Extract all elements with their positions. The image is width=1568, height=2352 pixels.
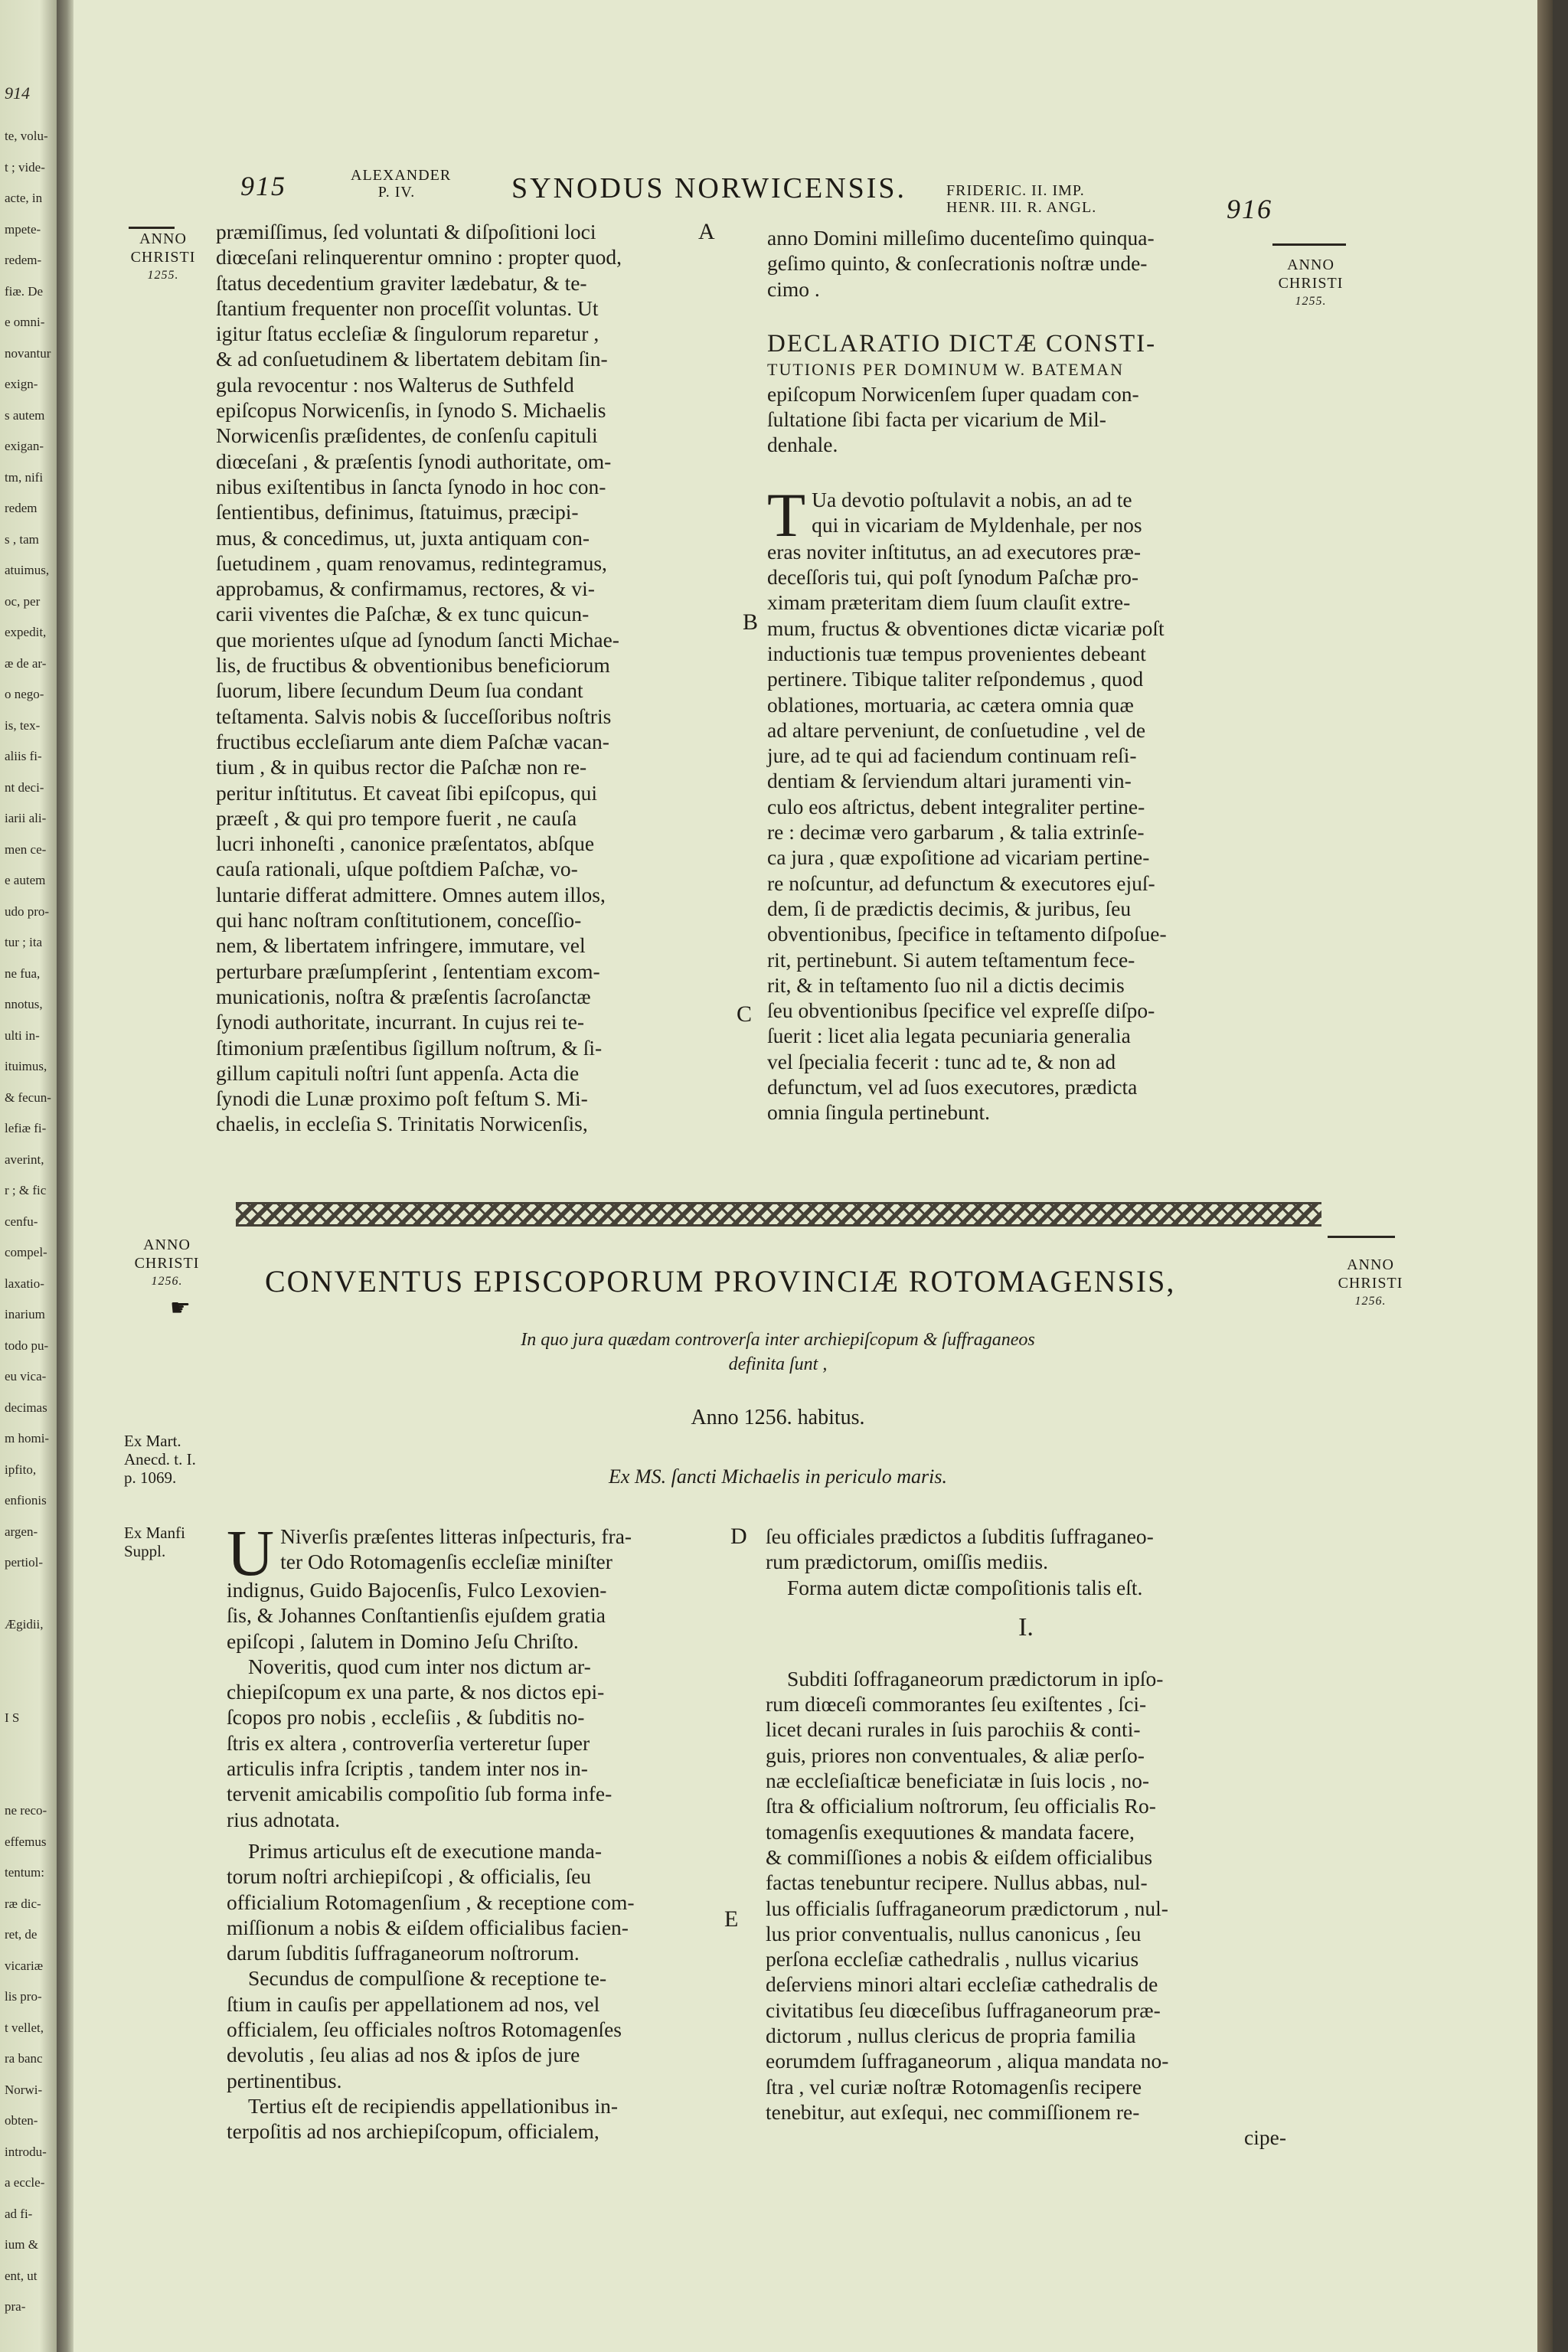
previous-page-line: fiæ. De	[5, 283, 44, 299]
previous-page-line: tentum:	[5, 1865, 44, 1880]
text-line: ſtatus decedentium graviter lædebatur, & te-	[216, 270, 587, 295]
top-right-column	[767, 225, 1288, 1125]
text-line: defunctum, vel ad ſuos executores, prædicta	[767, 1075, 1138, 1099]
text-line: ſynodi authoritate, incurrant. In cujus rei te-	[216, 1010, 585, 1034]
text-line: ſentientibus, definimus, ſtatuimus, præcipi-	[216, 500, 579, 524]
text-line: ſtimonium præſentibus ſigillum noſtrum, & ſi-	[216, 1035, 603, 1060]
previous-page-line: men ce-	[5, 841, 47, 857]
previous-page-line: ituimus,	[5, 1059, 47, 1073]
text-line: næ eccleſiaſticæ beneficiatæ in ſuis locis , no-	[766, 1769, 1149, 1793]
drop-cap: U	[227, 1516, 275, 1589]
ornament-band	[236, 1202, 1321, 1227]
previous-page-line: s autem	[5, 407, 45, 423]
text-line: chiepiſcopum ex una parte, & nos dictos epi-	[227, 1680, 605, 1704]
previous-page-line: exign-	[5, 377, 38, 391]
text-line: miſſionum a nobis & eiſdem officialibus facien-	[227, 1915, 629, 1939]
previous-page-line: ne fua,	[5, 965, 41, 981]
previous-page-line: o nego-	[5, 687, 44, 701]
text-line: ſcopos pro nobis , eccleſiis , & ſubditis no-	[227, 1705, 585, 1730]
text-line: eorumdem ſuffraganeorum , aliqua mandata no-	[766, 2049, 1169, 2073]
previous-page-line: pra-	[5, 2299, 26, 2314]
previous-page-line: t vellet,	[5, 2020, 44, 2035]
section-letter-e: E	[724, 1906, 739, 1932]
text-line: dictorum , nullus clericus de propria familia	[766, 2024, 1136, 2048]
text-line: ca jura , quæ expoſitione ad vicariam pertine-	[767, 845, 1150, 870]
text-line: inductionis tuæ tempus provenientes debeant	[767, 641, 1146, 665]
text-line: ſtra & officialium noſtrorum, ſeu officialis Ro-	[766, 1794, 1156, 1818]
text-line: ſis, & Johannes Conſtantienſis ejuſdem gratia	[227, 1603, 606, 1628]
section-letter-b: B	[743, 609, 759, 635]
text-line: mum, fructus & obventiones dictæ vicariæ poſt	[767, 616, 1165, 640]
text-line: luntarie differat admittere. Omnes autem illos,	[216, 882, 606, 906]
previous-page-line: ent, ut	[5, 2268, 38, 2283]
top-left-column	[216, 219, 737, 1137]
previous-page-line: ium &	[5, 2237, 38, 2252]
text-line: præeſt , & qui pro tempore fuerit , ne cauſa	[216, 805, 577, 830]
previous-page-line: iarii ali-	[5, 811, 47, 825]
text-line: qui hanc noſtram conſtitutionem, conceſſio-	[216, 908, 582, 933]
text-line: epiſcopi , ſalutem in Domino Jeſu Chriſto.	[227, 1628, 579, 1653]
text-line: dentiam & ſerviendum altari juramenti vin-	[767, 769, 1132, 793]
previous-page-line: ræ dic-	[5, 1896, 41, 1911]
previous-page-line: pertiol-	[5, 1555, 44, 1570]
declaratio-body: T Ua devotio poſtulavit a nobis, an ad te qui in vicariam de Myldenhale, per nos eras noviter inſtitutus, an ad executores præ- deceſſoris tui, qui poſt ſynodum Paſchæ pro- ximam præteritam diem ſuum clauſit extre- mum, fructus & obventiones dictæ vicariæ poſt inductionis tuæ tempus provenientes debeant pertinere. Tibique taliter reſpondemus , quod oblationes, mortuaria, ac cætera omnia quæ ad altare perveniunt, de conſuetudine , vel de jure, ad te qui ad faciendum continuam reſi- dentiam & ſerviendum altari juramenti vin- culo eos aſtrictus, debent integraliter pertine- re : decimæ vero garbarum , & talia extrinſe- ca jura , quæ expoſitione ad vicariam pertine- re noſcuntur, ad defunctum & executores ejuſ- dem, ſi de prædictis decimis, & juribus, ſeu obventionibus, ſpecifice in teſtamento diſpoſue- rit, pertinebunt. Si autem teſtamentum fece- rit, & in teſtamento ſuo nil a dictis decimis ſeu obventionibus ſpecifice vel expreſſe diſpo- ſuerit : licet alia legata pecuniaria generalia vel ſpecialia fecerit : tunc ad te, & non ad defunctum, vel ad ſuos executores, prædicta omnia ſingula pertinebunt.	[767, 487, 1288, 1125]
text-line: Primus articulus eſt de executione manda-	[248, 1838, 603, 1863]
previous-page-line: s , tam	[5, 531, 39, 547]
text-line: ad altare perveniunt, de conſuetudine , vel de	[767, 717, 1146, 742]
previous-page-line: novantur	[5, 345, 51, 361]
text-line: igitur ſtatus eccleſiæ & ſingulorum reparetur ,	[216, 322, 599, 346]
previous-page-line: udo pro-	[5, 903, 50, 919]
text-line: & ad conſuetudinem & libertatem debitam ſin-	[216, 347, 608, 371]
previous-page-line: effemus	[5, 1834, 47, 1849]
declaratio-heading: DECLARATIO DICTÆ CONSTI- TUTIONIS PER DOMINUM W. BATEMAN epiſcopum Norwicenſem ſuper quadam con- ſultatione ſibi facta per vicarium de Mil- denhale.	[767, 329, 1288, 458]
text-line: dem, ſi de prædictis decimis, & juribus, ſeu	[767, 896, 1132, 920]
left-page-number: 915	[240, 171, 286, 201]
text-line: eras noviter inſtitutus, an ad executores præ-	[767, 539, 1141, 564]
section-title: CONVENTUS EPISCOPORUM PROVINCIÆ ROTOMAGENSIS,	[265, 1264, 1176, 1298]
right-page-number: 916	[1227, 194, 1272, 224]
text-line: ſultatione ſibi facta per vicarium de Mil-	[767, 407, 1106, 432]
text-line: Secundus de compulſione & receptione te-	[248, 1966, 607, 1991]
emperor-header: FRIDERIC. II. IMP. HENR. III. R. ANGL.	[946, 182, 1097, 216]
text-line: ſtra , vel curiæ noſtræ Rotomagenſis recipere	[766, 2074, 1142, 2099]
text-line: municationis, noſtra & præſentis ſacroſanctæ	[216, 984, 591, 1008]
text-line: perturbare præſumpſerint , ſententiam excom-	[216, 959, 600, 983]
previous-page-number: 914	[5, 86, 30, 101]
book-page	[74, 0, 1553, 2352]
manuscript-source: Ex MS. ſancti Michaelis in periculo maris.	[609, 1465, 947, 1488]
previous-page-line: e autem	[5, 873, 46, 887]
text-line: officialium Rotomagenſium , & receptione com-	[227, 1890, 635, 1914]
text-line: ſuorum, libere ſecundum Deum ſua condant	[216, 678, 583, 703]
text-line: vel ſpecialia fecerit : tunc ad te, & non ad	[767, 1049, 1116, 1073]
text-line: omnia ſingula pertinebunt.	[767, 1100, 990, 1125]
previous-page-line: cenfu-	[5, 1214, 38, 1229]
previous-page-line: is, tex-	[5, 717, 41, 733]
text-line: denhale.	[767, 433, 838, 457]
text-line: culo eos aſtrictus, debent integraliter pertine-	[767, 794, 1145, 818]
pope-header: ALEXANDER P. IV.	[351, 167, 452, 201]
text-line: & commiſſiones a nobis & eiſdem officialibus	[766, 1844, 1153, 1869]
text-line: ſuerit : licet alia legata pecuniaria generalia	[767, 1024, 1131, 1048]
previous-page-line: ipfito,	[5, 1462, 37, 1477]
text-line: cimo .	[767, 276, 820, 301]
source-note-mansi: Ex Manfi Suppl.	[124, 1524, 185, 1560]
previous-page-line: enfionis	[5, 1493, 47, 1508]
text-line: rum diœceſi commorantes ſeu exiſtentes , ſci-	[766, 1692, 1147, 1717]
text-line: chaelis, in eccleſia S. Trinitatis Norwicenſis,	[216, 1112, 588, 1136]
text-line: tervenit amicabilis compoſitio ſub forma infe-	[227, 1782, 612, 1806]
page-title: SYNODUS NORWICENSIS.	[511, 172, 907, 204]
text-line: Tertius eſt de recipiendis appellationibus in-	[248, 2093, 619, 2118]
text-line: perſona eccleſiæ cathedralis , nullus vicarius	[766, 1947, 1139, 1971]
catchword: cipe-	[1244, 2125, 1286, 2150]
previous-page-line: redem	[5, 501, 38, 515]
previous-page-line: & fecun-	[5, 1089, 51, 1105]
text-line: factas tenebuntur recipere. Nullus abbas, nul-	[766, 1870, 1148, 1895]
margin-year-left-mid: ANNO CHRISTI 1256.	[134, 1236, 200, 1288]
text-line: guis, priores non conventuales, & aliæ perſo-	[766, 1743, 1145, 1767]
text-line: ſtris ex altera , controverſia verteretur ſuper	[227, 1730, 590, 1755]
text-line: indignus, Guido Bajocenſis, Fulco Lexovien-	[227, 1578, 607, 1602]
text-line: ſynodi die Lunæ proximo poſt feſtum S. Mi-	[216, 1086, 588, 1111]
text-line: civitatibus ſeu diœceſibus ſuffraganeorum præ-	[766, 1998, 1161, 2022]
text-line: nibus exiſtentibus in ſancta ſynodo in hoc con-	[216, 474, 606, 498]
previous-page-line: Ægidii,	[5, 1617, 44, 1632]
previous-page-line: lefiæ fi-	[5, 1121, 47, 1135]
text-line: rum prædictorum, omiſſis mediis.	[766, 1550, 1048, 1574]
previous-page-line: redem-	[5, 253, 42, 267]
text-line: Subditi ſoffraganeorum prædictorum in ipſo-	[787, 1666, 1164, 1690]
previous-page-line: e omni-	[5, 315, 45, 329]
previous-page-line: atuimus,	[5, 563, 50, 577]
previous-page-line: I S	[5, 1710, 20, 1725]
previous-page-line: Norwi-	[5, 2082, 43, 2097]
text-line: rit, pertinebunt. Si autem teſtamentum fece-	[767, 947, 1135, 972]
text-line: ſtantium frequenter non proceſſit voluntas. Ut	[216, 296, 599, 320]
text-line: lis, de fructibus & obventionibus beneficiorum	[216, 653, 610, 678]
text-line: ximam præteritam diem ſuum clauſit extre-	[767, 590, 1131, 615]
section-letter-d: D	[730, 1524, 747, 1549]
text-line: Norwicenſis præſidentes, de conſenſu capituli	[216, 423, 598, 448]
previous-page-line: exigan-	[5, 439, 44, 453]
previous-page-line: averint,	[5, 1152, 44, 1167]
text-line: Noveritis, quod cum inter nos dictum ar-	[248, 1654, 591, 1678]
previous-page-line: argen-	[5, 1524, 38, 1539]
previous-page-line: lis pro-	[5, 1989, 42, 2004]
book-edge	[1537, 0, 1553, 2352]
margin-year-right-mid: ANNO CHRISTI 1256.	[1338, 1256, 1403, 1308]
text-line: geſimo quinto, & conſecrationis noſtræ unde-	[767, 251, 1148, 276]
text-line: peritur inſtitutus. Et caveat ſibi epiſcopus, qui	[216, 780, 597, 805]
text-line: obventionibus, ſpecifice in teſtamento diſpoſue-	[767, 922, 1167, 946]
drop-cap: T	[767, 479, 806, 550]
text-line: ſeu obventionibus ſpecifice vel expreſſe diſpo-	[767, 998, 1155, 1023]
text-line: darum ſubditis ſuffraganeorum noſtrorum.	[227, 1941, 580, 1965]
previous-page-line: inarium	[5, 1307, 45, 1321]
text-line: approbamus, & confirmamus, rectores, & vi-	[216, 577, 595, 601]
previous-page-line: ulti in-	[5, 1027, 40, 1043]
text-line: pertinere. Tibique taliter reſpondemus , quod	[767, 667, 1144, 691]
previous-page-line: t ; vide-	[5, 159, 45, 175]
text-line: ſtium in cauſis per appellationem ad nos, vel	[227, 1991, 600, 2016]
previous-page-line: æ de ar-	[5, 655, 47, 671]
previous-page-line: ad fi-	[5, 2206, 33, 2221]
previous-page-line: mpete-	[5, 221, 41, 237]
text-line: officialem, ſeu officiales noſtros Rotomagenſes	[227, 2017, 622, 2042]
text-line: nem, & libertatem infringere, immutare, vel	[216, 933, 586, 958]
text-line: mus, & concedimus, ut, juxta antiquam con-	[216, 525, 590, 550]
previous-page-line: obten-	[5, 2113, 38, 2128]
margin-rule	[129, 227, 175, 229]
previous-page-line: nnotus,	[5, 997, 43, 1011]
text-line: teſtamenta. Salvis nobis & ſucceſſoribus noſtris	[216, 704, 612, 728]
previous-page-line: compel-	[5, 1245, 47, 1259]
previous-page-line: decimas	[5, 1400, 47, 1415]
text-line: re noſcuntur, ad defunctum & executores ejuſ-	[767, 871, 1155, 895]
previous-page-line: ret, de	[5, 1927, 38, 1942]
text-line: jure, ad te qui ad faciendum continuam reſi-	[767, 743, 1137, 768]
text-line: gillum capituli noſtri ſunt appenſa. Acta die	[216, 1060, 580, 1085]
previous-page-line: vicariæ	[5, 1958, 44, 1973]
text-line: præmiſſimus, ſed voluntati & diſpoſitioni loci	[216, 220, 596, 243]
previous-page-line: te, volu-	[5, 129, 48, 143]
previous-page-line: oc, per	[5, 593, 41, 609]
text-line: fructibus eccleſiarum ante diem Paſchæ vacan-	[216, 729, 609, 753]
text-line: carii viventes die Paſchæ, & ex tunc quicun-	[216, 602, 590, 626]
previous-page-edge	[0, 0, 57, 2352]
previous-page-line: introdu-	[5, 2144, 47, 2159]
text-line: rius adnotata.	[227, 1807, 341, 1831]
text-line: tomagenſis exequutiones & mandata facere,	[766, 1819, 1135, 1844]
article-numeral: I.	[1018, 1612, 1034, 1642]
text-line: pertinentibus.	[227, 2068, 342, 2092]
previous-page-line: acte, in	[5, 191, 43, 205]
text-line: diœceſani relinquerentur omnino : propter quod,	[216, 245, 622, 270]
text-line: deceſſoris tui, qui poſt ſynodum Paſchæ pro-	[767, 565, 1139, 590]
text-line: tium , & in quibus rector die Paſchæ non re-	[216, 755, 587, 779]
text-line: re : decimæ vero garbarum , & talia extrinſe-	[767, 820, 1145, 844]
text-line: rit, & in teſtamento ſuo nil a dictis decimis	[767, 972, 1125, 997]
text-line: gula revocentur : nos Walterus de Suthfeld	[216, 372, 574, 397]
text-line: que morientes uſque ad ſynodum ſancti Michae-	[216, 627, 619, 652]
previous-page-line: eu vica-	[5, 1369, 47, 1383]
previous-page-line: laxatio-	[5, 1276, 44, 1291]
text-line: oblationes, mortuaria, ac cætera omnia quæ	[767, 692, 1134, 717]
text-line: epiſcopus Norwicenſis, in ſynodo S. Michaelis	[216, 398, 606, 423]
previous-page-line: m homi-	[5, 1431, 50, 1446]
text-line: cauſa rationali, uſque poſtdiem Paſchæ, vo-	[216, 857, 578, 881]
text-line: ſeu officiales prædictos a ſubditis ſuffraganeo-	[766, 1524, 1154, 1548]
previous-page-line: tur ; ita	[5, 935, 43, 949]
previous-page-line: a eccle-	[5, 2175, 45, 2190]
previous-page-line: tm, nifi	[5, 469, 44, 485]
previous-page-line: ne reco-	[5, 1803, 47, 1818]
section-letter-c: C	[737, 1001, 753, 1027]
text-line: anno Domini milleſimo ducenteſimo quinqua-	[767, 226, 1155, 250]
text-line: licet decani rurales in ſuis parochiis & conti-	[766, 1717, 1141, 1742]
text-line: terpoſitis ad nos archiepiſcopum, officialem,	[227, 2119, 599, 2144]
previous-page-line: todo pu-	[5, 1338, 49, 1353]
margin-year-left-top: ANNO CHRISTI 1255.	[130, 230, 196, 282]
previous-page-line: r ; & fic	[5, 1183, 47, 1197]
text-line: epiſcopum Norwicenſem ſuper quadam con-	[767, 381, 1139, 406]
previous-page-line: aliis fi-	[5, 749, 42, 763]
book-gutter	[57, 0, 74, 2352]
text-line: tenebitur, aut exſequi, nec commiſſionem re-	[766, 2099, 1140, 2124]
source-note-martene: Ex Mart. Anecd. t. I. p. 1069.	[124, 1432, 196, 1487]
previous-page-line: expedit,	[5, 625, 47, 639]
previous-page-line: nt deci-	[5, 779, 44, 795]
forma-line: Forma autem dictæ compoſitionis talis eſt.	[787, 1575, 1143, 1599]
text-line: devolutis , ſeu alias ad nos & ipſos de jure	[227, 2043, 580, 2067]
text-line: lus officialis ſuffraganeorum prædictorum , nul-	[766, 1896, 1168, 1920]
section-letter-a: A	[698, 219, 715, 244]
text-line: deſerviens minori altari eccleſiæ cathedralis de	[766, 1972, 1158, 1997]
text-line: lucri inhoneſti , canonice præſentatos, abſque	[216, 831, 595, 856]
margin-rule	[1328, 1236, 1395, 1238]
bottom-right-column	[766, 1524, 1286, 2151]
text-line: lus prior conventualis, nullus canonicus , ſeu	[766, 1921, 1142, 1945]
text-line: diœceſani , & præſentis ſynodi authoritate, om-	[216, 449, 612, 473]
text-line: torum noſtri archiepiſcopi , & officialis, ſeu	[227, 1864, 592, 1889]
text-line: ſuetudinem , quam renovamus, redintegramus,	[216, 550, 607, 575]
bottom-left-column: U Niverſis præſentes litteras inſpecturis, fra- ter Odo Rotomagenſis eccleſiæ miniſter indignus, Guido Bajocenſis, Fulco Lexovien- ſis, & Johannes Conſtantienſis ejuſdem gratia epiſcopi , ſalutem in Domino Jeſu Chriſto. Noveritis, quod cum inter nos dictum ar- chiepiſcopum ex una parte, & nos dictos epi- ſcopos pro nobis , eccleſiis , & ſubditis no- ſtris ex altera , controverſia verteretur ſuper articulis infra ſcriptis , tandem inter nos in- tervenit amicabilis compoſitio ſub forma infe- rius adnotata. Primus articulus eſt de executione manda- torum noſtri archiepiſcopi , & officialis, ſeu officialium Rotomagenſium , & receptione com- miſſionum a nobis & eiſdem officialibus facien- darum ſubditis ſuffraganeorum noſtrorum. Secundus de compulſione & receptione te- ſtium in cauſis per appellationem ad nos, vel officialem, ſeu officiales noſtros Rotomagenſes devolutis , ſeu alias ad nos & ipſos de jure pertinentibus. Tertius eſt de recipiendis appellationibus in- terpoſitis ad nos archiepiſcopum, officialem,	[227, 1524, 732, 2145]
section-subtitle: In quo jura quædam controverſa inter archiepiſcopum & ſuffraganeos definita ſunt ,	[521, 1330, 1035, 1374]
date-continuation	[767, 225, 1288, 302]
pointing-hand-icon: ☛	[170, 1295, 191, 1321]
margin-year-right-top: ANNO CHRISTI 1255.	[1278, 256, 1344, 308]
previous-page-line: ra banc	[5, 2051, 43, 2066]
anno-habitus: Anno 1256. habitus.	[691, 1406, 865, 1429]
text-line: articulis infra ſcriptis , tandem inter nos in-	[227, 1756, 588, 1781]
